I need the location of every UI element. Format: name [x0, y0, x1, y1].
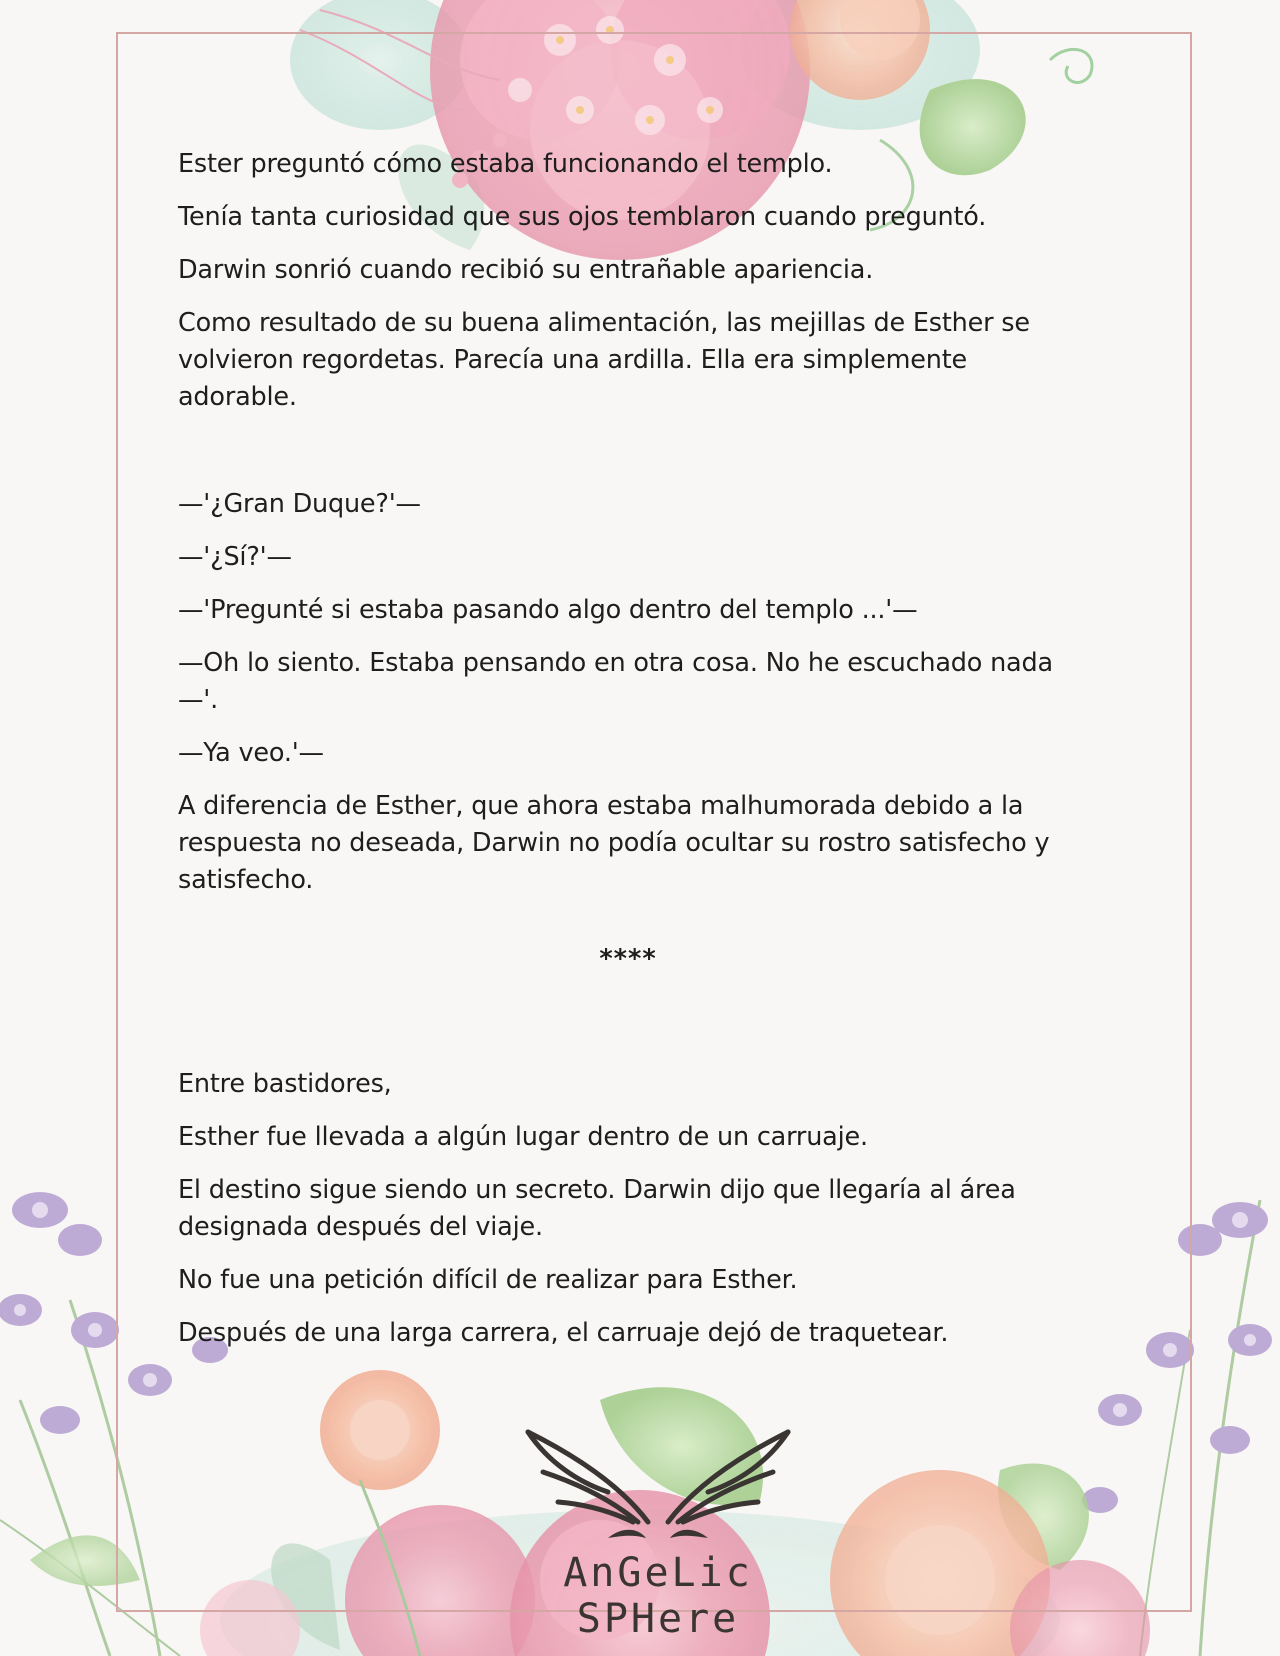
spacer [178, 915, 1078, 941]
angelic-sphere-logo [488, 1422, 828, 1642]
paragraph: Después de una larga carrera, el carruaje dejó de traquetear. [178, 1318, 949, 1348]
paragraph: Darwin sonrió cuando recibió su entrañable apariencia. [178, 255, 874, 285]
paragraph: Ester preguntó cómo estaba funcionando el templo. [178, 149, 833, 179]
dialogue-line: —Ya veo.'— [178, 738, 324, 768]
paragraph: Entre bastidores, [178, 1069, 392, 1099]
angel-wings-icon [488, 1422, 828, 1552]
paragraph: El destino sigue siendo un secreto. Darwin dijo que llegaría al área designada después del viaje. [178, 1175, 1016, 1242]
logo-text: AnGeLic SPHere [563, 1550, 753, 1642]
scene-separator: **** [599, 944, 657, 974]
paragraph: Como resultado de su buena alimentación, las mejillas de Esther se volvieron regordetas. Parecía una ardilla. Ella era simplemente adorable. [178, 308, 1030, 412]
story-text [178, 146, 1078, 1368]
paragraph: Esther fue llevada a algún lugar dentro de un carruaje. [178, 1122, 868, 1152]
spacer [178, 432, 1078, 486]
paragraph: Tenía tanta curiosidad que sus ojos temblaron cuando preguntó. [178, 202, 987, 232]
paragraph: A diferencia de Esther, que ahora estaba malhumorada debido a la respuesta no deseada, Darwin no podía ocultar su rostro satisfecho y satisfecho. [178, 791, 1050, 895]
dialogue-line: —'¿Sí?'— [178, 542, 292, 572]
paragraph: No fue una petición difícil de realizar para Esther. [178, 1265, 798, 1295]
dialogue-line: —'Pregunté si estaba pasando algo dentro del templo ...'— [178, 595, 918, 625]
dialogue-line: —'¿Gran Duque?'— [178, 489, 421, 519]
spacer [178, 994, 1078, 1066]
dialogue-line: —Oh lo siento. Estaba pensando en otra cosa. No he escuchado nada—'. [178, 648, 1053, 715]
